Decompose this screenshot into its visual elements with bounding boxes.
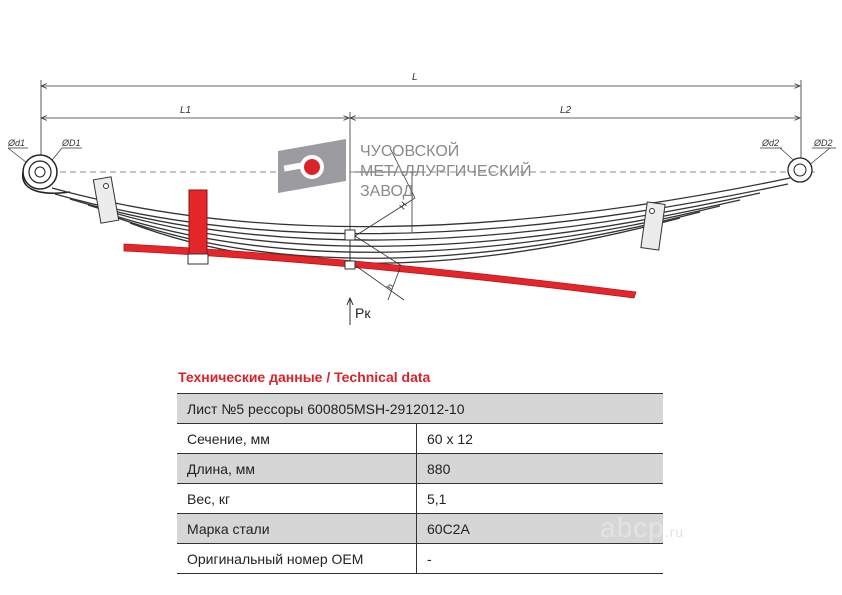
row-value: 60 x 12 xyxy=(417,424,664,454)
left-eye xyxy=(23,155,70,193)
table-row xyxy=(177,454,663,484)
table-row xyxy=(177,544,663,574)
dimension-label-l1: L1 xyxy=(180,105,192,116)
red-clamp xyxy=(188,190,208,264)
brand-line-3: ЗАВОД xyxy=(360,183,414,200)
brand-line-2: МЕТАЛЛУРГИЧЕСКИЙ xyxy=(360,163,532,180)
brand-line-1: ЧУСОВСКОЙ xyxy=(360,143,460,160)
label-height-h: h xyxy=(384,282,396,291)
company-logo xyxy=(278,139,346,193)
row-label: Сечение, мм xyxy=(177,424,417,454)
dimension-label-l: L xyxy=(412,72,418,83)
table-row xyxy=(177,514,663,544)
row-label: Длина, мм xyxy=(177,454,417,484)
row-label: Марка стали xyxy=(177,514,417,544)
row-value: 880 xyxy=(417,454,664,484)
row-label: Оригинальный номер OEM xyxy=(177,544,417,574)
left-rebound-clip xyxy=(93,177,118,223)
table-header-row xyxy=(177,394,663,424)
row-label: Вес, кг xyxy=(177,484,417,514)
label-D2: ØD2 xyxy=(814,138,833,148)
row-value: - xyxy=(417,544,664,574)
label-D1: ØD1 xyxy=(62,138,81,148)
table-row xyxy=(177,484,663,514)
label-d1: Ød1 xyxy=(8,138,26,148)
row-value: 60С2А xyxy=(417,514,664,544)
row-value: 5,1 xyxy=(417,484,664,514)
right-eye xyxy=(788,158,812,182)
table-row xyxy=(177,424,663,454)
watermark-text: abcp xyxy=(600,512,665,543)
right-rebound-clip xyxy=(641,202,665,250)
label-d2: Ød2 xyxy=(762,138,780,148)
watermark xyxy=(600,512,684,544)
label-load-pk: Pк xyxy=(355,305,371,321)
technical-data-table xyxy=(177,393,663,574)
technical-data-title: Технические данные / Technical data xyxy=(178,369,431,385)
table-header-cell: Лист №5 рессоры 600805MSH-2912012-10 xyxy=(177,394,663,424)
label-height-H: H xyxy=(397,200,409,211)
dimension-label-l2: L2 xyxy=(560,105,572,116)
watermark-suffix: .ru xyxy=(664,524,685,540)
center-bolt xyxy=(345,230,355,269)
